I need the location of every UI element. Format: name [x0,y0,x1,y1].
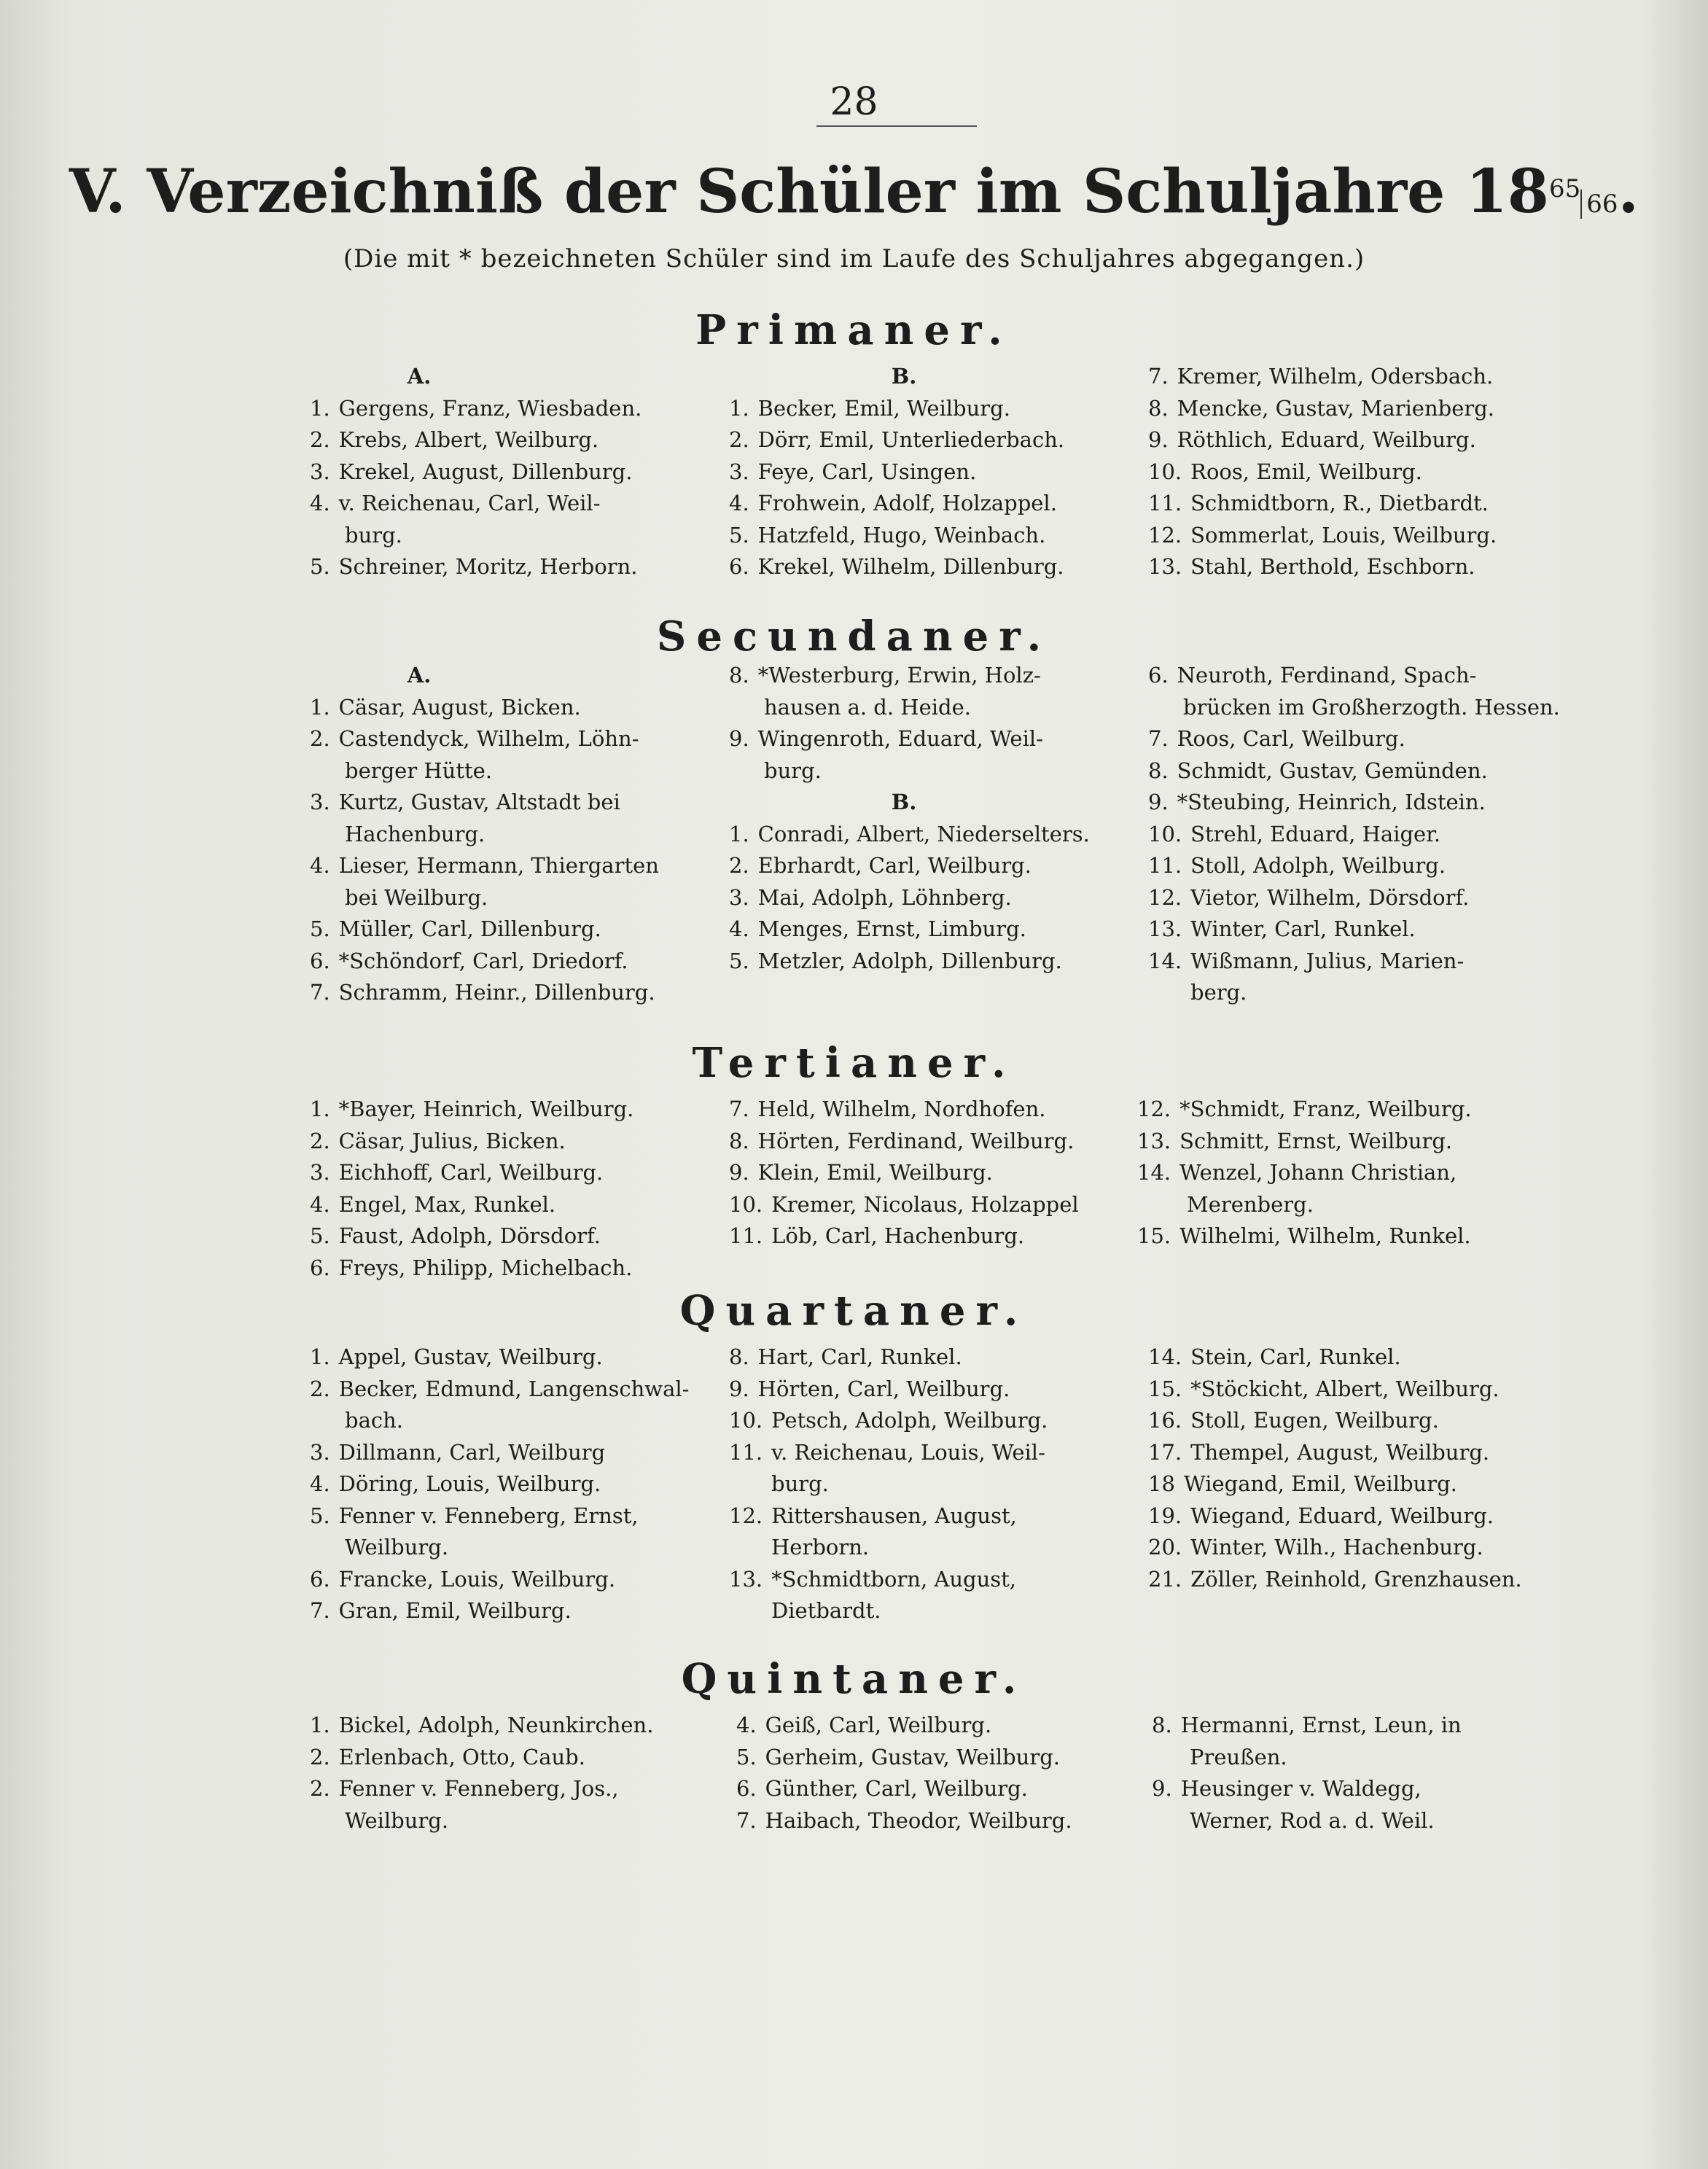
list-heading [0,157,1708,227]
list-item-cont: hausen a. d. Heide. [764,694,971,720]
list-item: 1. Becker, Emil, Weilburg. [729,395,1010,421]
list-item: 1. *Bayer, Heinrich, Weilburg. [310,1097,634,1121]
list-item-cont: burg. [764,758,822,783]
list-item: 3. Eichhoff, Carl, Weilburg. [310,1160,604,1185]
list-item: 9. Klein, Emil, Weilburg. [729,1160,993,1185]
list-item: 9. Wingenroth, Eduard, Weil- [729,726,1043,751]
class-label: B. [891,364,917,389]
list-item: 8. *Westerburg, Erwin, Holz- [729,663,1041,688]
list-item-cont: Preußen. [1190,1744,1287,1769]
list-item: 2. Cäsar, Julius, Bicken. [310,1128,566,1153]
list-item: 2. Castendyck, Wilhelm, Löhn- [310,726,639,751]
list-item: 12. *Schmidt, Franz, Weilburg. [1137,1097,1472,1121]
list-item: 10. Petsch, Adolph, Weilburg. [729,1408,1048,1433]
list-item-cont: Dietbardt. [771,1598,881,1623]
list-item: 7. Gran, Emil, Weilburg. [310,1598,572,1623]
primaner-col-b [729,361,1123,583]
list-item: 11. v. Reichenau, Louis, Weil- [729,1439,1045,1465]
list-item-cont: brücken im Großherzogth. Hessen. [1183,694,1560,720]
list-item: 6. Krekel, Wilhelm, Dillenburg. [729,554,1064,579]
section-title-tertianer: Tertianer. [692,1039,1016,1087]
list-item: 5. Hatzfeld, Hugo, Weinbach. [729,522,1046,548]
list-item: 8. Hart, Carl, Runkel. [729,1344,962,1369]
page-number-rule [816,125,977,127]
list-item-cont: Weilburg. [345,1535,449,1559]
list-item: 14. Wenzel, Johann Christian, [1137,1160,1457,1185]
list-item: 9. Heusinger v. Waldegg, [1152,1776,1422,1801]
list-item: 6. Günther, Carl, Weilburg. [736,1776,1028,1801]
class-label: A. [407,364,432,389]
list-item: 6. *Schöndorf, Carl, Driedorf. [310,948,628,973]
list-item: 2. Fenner v. Fenneberg, Jos., [310,1776,619,1801]
list-item: 13. Schmitt, Ernst, Weilburg. [1137,1128,1453,1153]
list-item: 15. Wilhelmi, Wilhelm, Runkel. [1137,1223,1471,1248]
section-title-quintaner: Quintaner. [681,1655,1027,1703]
tertianer-col-c [1137,1094,1560,1253]
list-item: 9. *Steubing, Heinrich, Idstein. [1148,790,1486,814]
section-title-secundaner: Secundaner. [656,612,1052,661]
list-item: 13. *Schmidtborn, August, [729,1566,1017,1592]
section-title-quartaner: Quartaner. [679,1287,1029,1335]
list-item: 10. Kremer, Nicolaus, Holzappel [729,1191,1079,1217]
list-item-cont: berger Hütte. [345,758,493,783]
list-item: 11. Schmidtborn, R., Dietbardt. [1148,491,1489,515]
list-item-cont: Weilburg. [345,1807,449,1833]
list-item: 4. Lieser, Hermann, Thiergarten [310,853,659,878]
list-item: 10. Roos, Emil, Weilburg. [1148,459,1422,484]
quintaner-col-c [1152,1710,1560,1837]
list-item: 2. Krebs, Albert, Weilburg. [310,427,599,452]
list-item: 12. Rittershausen, August, [729,1503,1017,1528]
list-item: 1. Appel, Gustav, Weilburg. [310,1344,603,1369]
heading-roman: V. [69,157,126,227]
list-item: 20. Winter, Wilh., Hachenburg. [1148,1535,1483,1559]
list-item: 5. Gerheim, Gustav, Weilburg. [736,1744,1061,1769]
list-item: 6. Neuroth, Ferdinand, Spach- [1148,663,1477,688]
list-item: 8. Hermanni, Ernst, Leun, in [1152,1713,1462,1737]
list-item: 8. Schmidt, Gustav, Gemünden. [1148,758,1488,783]
list-item: 8. Hörten, Ferdinand, Weilburg. [729,1128,1075,1153]
list-item: 4. Engel, Max, Runkel. [310,1191,556,1217]
list-item-cont: Merenberg. [1187,1191,1314,1217]
list-item: 3. Feye, Carl, Usingen. [729,459,977,484]
list-item: 2. Erlenbach, Otto, Caub. [310,1744,585,1769]
list-item: 7. Held, Wilhelm, Nordhofen. [729,1097,1046,1121]
list-item: 13. Winter, Carl, Runkel. [1148,916,1416,941]
list-item: 4. Frohwein, Adolf, Holzappel. [729,491,1057,515]
list-item: 4. Menges, Ernst, Limburg. [729,916,1026,941]
class-label: B. [891,790,917,814]
list-item: 3. Kurtz, Gustav, Altstadt bei [310,790,620,814]
list-item: 9. Röthlich, Eduard, Weilburg. [1148,427,1476,452]
secundaner-col-c [1148,660,1560,1009]
list-item-cont: bei Weilburg. [345,884,488,910]
heading-year-sup: 65 [1549,174,1581,204]
list-item-cont: Herborn. [771,1535,870,1559]
list-item: 7. Schramm, Heinr., Dillenburg. [310,980,655,1005]
list-item: 12. Vietor, Wilhelm, Dörsdorf. [1148,884,1470,910]
list-item: 7. Kremer, Wilhelm, Odersbach. [1148,364,1494,389]
list-item: 19. Wiegand, Eduard, Weilburg. [1148,1503,1494,1528]
list-item: 7. Roos, Carl, Weilburg. [1148,726,1405,751]
list-item-cont: bach. [345,1408,403,1433]
list-item-cont: berg. [1190,980,1247,1005]
list-item: 3. Krekel, August, Dillenburg. [310,459,633,484]
list-item: 4. v. Reichenau, Carl, Weil- [310,491,601,515]
quintaner-col-b [736,1710,1144,1837]
list-item: 6. Francke, Louis, Weilburg. [310,1566,616,1592]
list-item: 2. Dörr, Emil, Unterliederbach. [729,427,1065,452]
list-item-cont: Werner, Rod a. d. Weil. [1190,1807,1435,1833]
primaner-col-c [1148,361,1556,583]
list-item: 17. Thempel, August, Weilburg. [1148,1439,1490,1465]
list-item: 6. Freys, Philipp, Michelbach. [310,1255,633,1280]
section-title-primaner: Primaner. [695,306,1013,354]
class-label: A. [407,663,432,688]
list-item: 18 Wiegand, Emil, Weilburg. [1148,1471,1457,1496]
list-item: 1. Bickel, Adolph, Neunkirchen. [310,1713,654,1737]
list-item: 5. Fenner v. Fenneberg, Ernst, [310,1503,639,1528]
list-item: 1. Cäsar, August, Bicken. [310,694,581,720]
list-item-cont: burg. [771,1471,829,1496]
tertianer-col-a [310,1094,703,1284]
list-item: 5. Faust, Adolph, Dörsdorf. [310,1223,601,1248]
list-item: 1. Conradi, Albert, Niederselters. [729,821,1090,846]
heading-end: . [1618,157,1639,227]
heading-note: (Die mit * bezeichneten Schüler sind im Laufe des Schuljahres abgegangen.) [343,244,1365,273]
list-item: 3. Mai, Adolph, Löhnberg. [729,884,1012,910]
quintaner-col-a [310,1710,718,1837]
list-item: 7. Haibach, Theodor, Weilburg. [736,1807,1072,1833]
list-item: 12. Sommerlat, Louis, Weilburg. [1148,522,1497,548]
primaner-col-a [310,361,703,583]
quartaner-col-a [310,1341,718,1627]
list-item: 15. *Stöckicht, Albert, Weilburg. [1148,1376,1500,1401]
quartaner-col-b [729,1341,1137,1627]
secundaner-col-b [729,660,1137,977]
page-number: 28 [830,80,878,124]
list-item: 3. Dillmann, Carl, Weilburg [310,1439,606,1465]
quartaner-col-c [1148,1341,1556,1595]
heading-year-sub: 66 [1580,190,1618,219]
list-item: 11. Löb, Carl, Hachenburg. [729,1223,1025,1248]
list-item: 9. Hörten, Carl, Weilburg. [729,1376,1010,1401]
list-item: 2. Ebrhardt, Carl, Weilburg. [729,853,1032,878]
secundaner-col-a [310,660,703,1009]
list-item: 1. Gergens, Franz, Wiesbaden. [310,395,642,421]
list-item: 14. Stein, Carl, Runkel. [1148,1344,1401,1369]
list-item: 14. Wißmann, Julius, Marien- [1148,948,1465,973]
list-item: 21. Zöller, Reinhold, Grenzhausen. [1148,1566,1522,1592]
list-item: 4. Döring, Louis, Weilburg. [310,1471,601,1496]
list-item: 4. Geiß, Carl, Weilburg. [736,1713,992,1737]
list-item: 16. Stoll, Eugen, Weilburg. [1148,1408,1439,1433]
list-item: 8. Mencke, Gustav, Marienberg. [1148,395,1494,421]
list-item: 13. Stahl, Berthold, Eschborn. [1148,554,1475,579]
heading-text: Verzeichniß der Schüler im Schuljahre 18 [147,157,1549,227]
list-item-cont: burg. [345,522,402,548]
tertianer-col-b [729,1094,1137,1253]
list-item: 10. Strehl, Eduard, Haiger. [1148,821,1441,846]
list-item: 5. Müller, Carl, Dillenburg. [310,916,601,941]
list-item-cont: Hachenburg. [345,821,486,846]
list-item: 2. Becker, Edmund, Langenschwal- [310,1376,690,1401]
list-item: 5. Metzler, Adolph, Dillenburg. [729,948,1062,973]
list-item: 11. Stoll, Adolph, Weilburg. [1148,853,1446,878]
list-item: 5. Schreiner, Moritz, Herborn. [310,554,638,579]
